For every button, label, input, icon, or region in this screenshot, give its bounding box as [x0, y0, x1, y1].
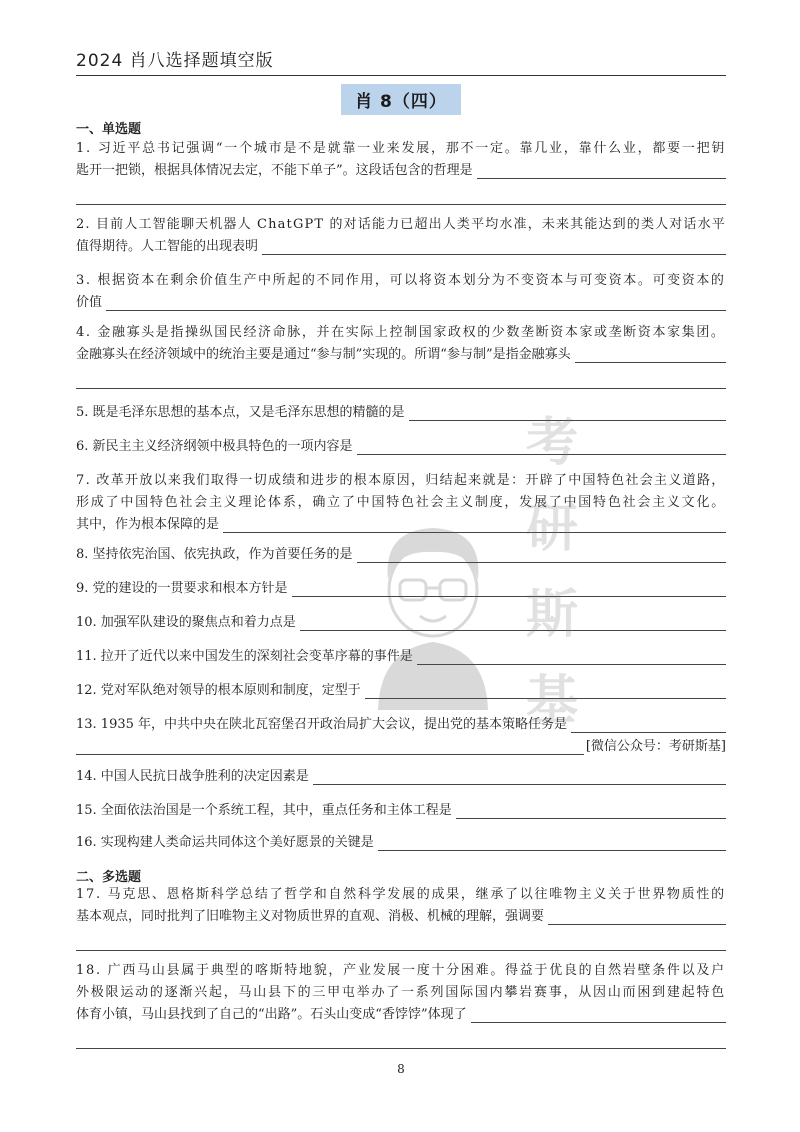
question-4: [76, 322, 726, 389]
question-17-line1: 17. 马克思、恩格斯科学总结了哲学和自然科学发展的成果，继承了以往唯物主义关于世界物质性的: [76, 887, 726, 902]
document-header: 2024 肖八选择题填空版: [76, 46, 726, 76]
question-13-extra-row: [76, 736, 726, 758]
answer-blank-17[interactable]: [548, 908, 726, 925]
question-15-line1: 15. 全面依法治国是一个系统工程，其中，重点任务和主体工程是: [76, 803, 452, 818]
question-10-line1: 10. 加强军队建设的聚焦点和着力点是: [76, 615, 296, 630]
mascot-watermark-icon: [358, 510, 508, 710]
question-18-line3: 体育小镇，马山县找到了自己的“出路”。石头山变成“香饽饽”体现了: [76, 1007, 467, 1022]
question-1-line1: 1. 习近平总书记强调“一个城市是不是就靠一业来发展，那不一定。靠几业，靠什么业，都要一把钥: [76, 141, 726, 156]
answer-blank-4[interactable]: [575, 346, 726, 363]
answer-blank-1-extra[interactable]: [76, 184, 726, 205]
source-note: [微信公众号：考研斯基]: [585, 739, 726, 754]
answer-blank-17-extra[interactable]: [76, 930, 726, 951]
question-6: [76, 436, 726, 458]
question-17: [76, 884, 726, 951]
watermark: [522, 400, 582, 744]
answer-blank-16[interactable]: [378, 834, 726, 851]
question-3-line1: 3. 根据资本在剩余价值生产中所起的不同作用，可以将资本划分为不变资本与可变资本。可变资本的: [76, 273, 726, 288]
answer-blank-4-extra[interactable]: [76, 368, 726, 389]
section-single-choice: 一、单选题: [76, 122, 142, 137]
question-2-line2: 值得期待。人工智能的出现表明: [76, 239, 259, 254]
title-wrap: [76, 84, 726, 115]
question-7-line2: 形成了中国特色社会主义理论体系，确立了中国特色社会主义制度，发展了中国特色社会主义文化。: [76, 495, 726, 510]
answer-blank-15[interactable]: [456, 802, 726, 819]
question-4-line1: 4. 金融寡头是指操纵国民经济命脉，并在实际上控制国家政权的少数垄断资本家或垄断资本家集团。: [76, 325, 726, 340]
watermark-char: 基: [525, 670, 578, 731]
answer-blank-3[interactable]: [106, 294, 726, 311]
answer-blank-9[interactable]: [292, 580, 726, 597]
question-13-line1: 13. 1935 年，中共中央在陕北瓦窑堡召开政治局扩大会议，提出党的基本策略任务是: [76, 717, 568, 732]
question-14-line1: 14. 中国人民抗日战争胜利的决定因素是: [76, 769, 309, 784]
question-9-line1: 9. 党的建设的一贯要求和根本方针是: [76, 581, 288, 596]
watermark-char: 研: [525, 498, 578, 559]
question-2: [76, 214, 726, 258]
question-13: [76, 714, 726, 758]
question-16-line1: 16. 实现构建人类命运共同体这个美好愿景的关键是: [76, 835, 374, 850]
section-multiple-choice: 二、多选题: [76, 870, 142, 885]
question-14: [76, 766, 726, 788]
answer-blank-13[interactable]: [571, 716, 726, 733]
answer-blank-13-extra[interactable]: [76, 738, 584, 755]
question-18: [76, 960, 726, 1049]
question-18-line2: 外极限运动的逐渐兴起，马山县下的三甲屯举办了一系列国际国内攀岩赛事，从因山而困到建起特色: [76, 985, 726, 1000]
question-16: [76, 832, 726, 854]
question-4-line2: 金融寡头在经济领域中的统治主要是通过“参与制”实现的。所谓“参与制”是指金融寡头: [76, 347, 571, 362]
question-3: [76, 270, 726, 314]
question-7-line3: 其中，作为根本保障的是: [76, 517, 220, 532]
question-5: [76, 402, 726, 424]
question-18-line1: 18. 广西马山县属于典型的喀斯特地貌，产业发展一度十分困难。得益于优良的自然岩壁条件以及户: [76, 963, 726, 978]
question-2-line1: 2. 目前人工智能聊天机器人 ChatGPT 的对话能力已超出人类平均水准，未来其能达到的类人对话水平: [76, 217, 726, 232]
question-11-line1: 11. 拉开了近代以来中国发生的深刻社会变革序幕的事件是: [76, 649, 413, 664]
question-5-line1: 5. 既是毛泽东思想的基本点，又是毛泽东思想的精髓的是: [76, 405, 405, 420]
answer-blank-1[interactable]: [477, 162, 726, 179]
question-8-line1: 8. 坚持依宪治国、依宪执政，作为首要任务的是: [76, 547, 353, 562]
page-title: 肖 8（四）: [341, 84, 461, 115]
question-7-line1: 7. 改革开放以来我们取得一切成绩和进步的根本原因，归结起来就是：开辟了中国特色社会主义道路，: [76, 473, 726, 488]
question-17-line2: 基本观点，同时批判了旧唯物主义对物质世界的直观、消极、机械的理解，强调要: [76, 909, 545, 924]
question-15: [76, 800, 726, 822]
page: [76, 0, 726, 1132]
answer-blank-2[interactable]: [262, 238, 726, 255]
answer-blank-14[interactable]: [313, 768, 726, 785]
question-1-line2: 匙开一把锁，根据具体情况去定，不能下单子”。这段话包含的哲理是: [76, 163, 473, 178]
watermark-char: 考: [525, 412, 578, 473]
question-12-line1: 12. 党对军队绝对领导的根本原则和制度，定型于: [76, 683, 361, 698]
question-3-line2: 价值: [76, 295, 103, 310]
question-6-line1: 6. 新民主主义经济纲领中极具特色的一项内容是: [76, 439, 353, 454]
answer-blank-18[interactable]: [471, 1006, 726, 1023]
answer-blank-18-extra[interactable]: [76, 1028, 726, 1049]
watermark-char: 斯: [525, 584, 578, 645]
page-number: 8: [397, 1062, 405, 1076]
question-1: [76, 138, 726, 205]
